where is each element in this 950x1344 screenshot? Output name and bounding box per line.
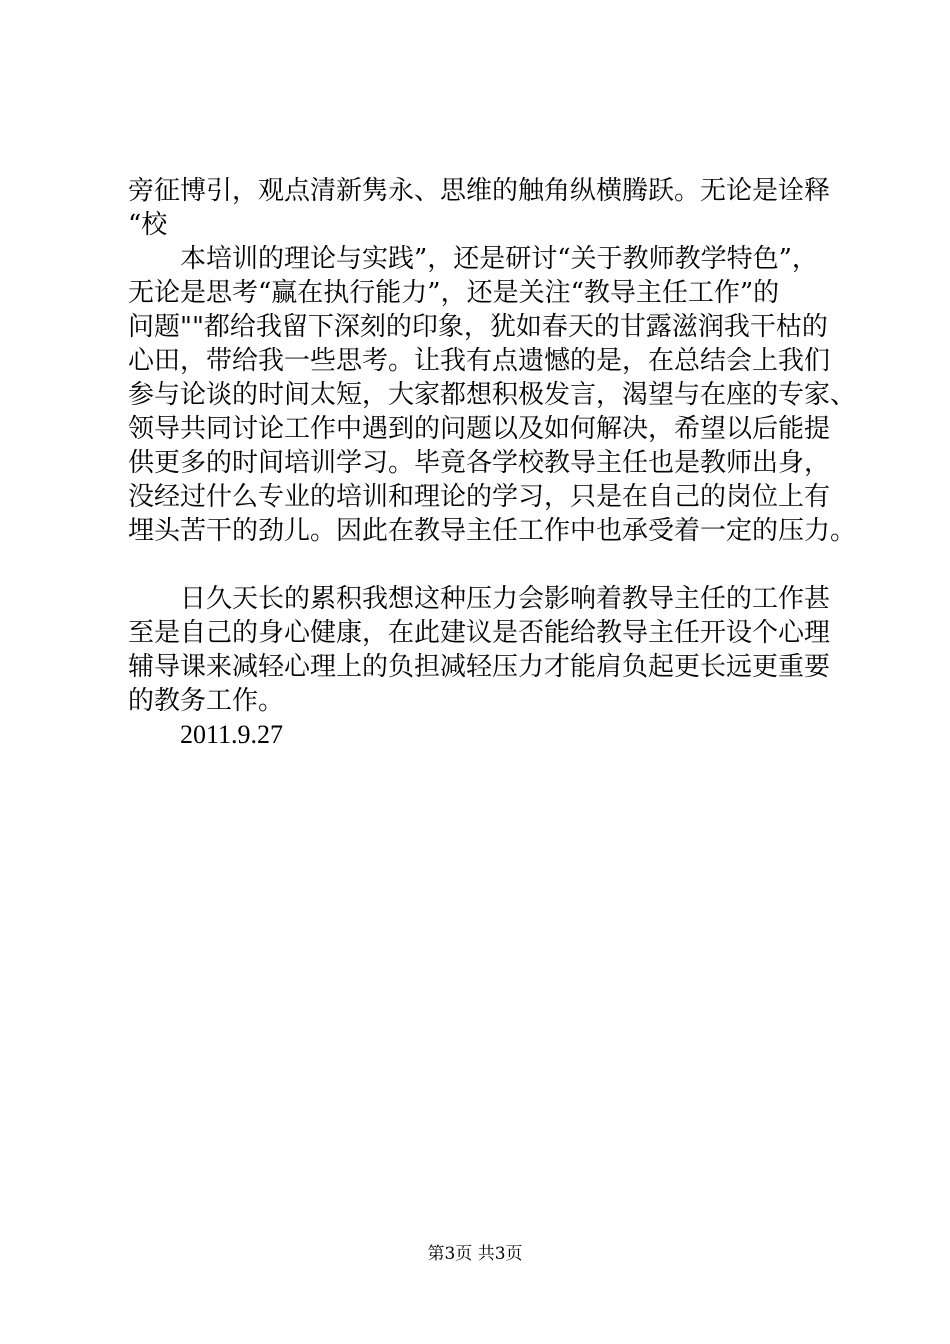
text-line: 至是自己的身心健康，在此建议是否能给教导主任开设个心理 — [128, 618, 831, 648]
text-line: 日久天长的累积我想这种压力会影响着教导主任的工作甚 — [180, 584, 831, 614]
text-line: 参与论谈的时间太短，大家都想积极发言，渴望与在座的专家、 — [128, 380, 857, 410]
text-line: 本培训的理论与实践”，还是研讨“关于教师教学特色”， — [180, 244, 818, 274]
text-line: 旁征博引，观点清新隽永、思维的触角纵横腾跃。无论是诠释 — [128, 176, 831, 206]
text-line: “校 — [128, 210, 168, 240]
paragraph-gap — [128, 548, 858, 582]
text-line: 供更多的时间培训学习。毕竟各学校教导主任也是教师出身， — [128, 448, 831, 478]
document-body — [128, 174, 858, 752]
text-line: 心田，带给我一些思考。让我有点遗憾的是，在总结会上我们 — [128, 346, 831, 376]
text-line: 无论是思考“赢在执行能力”，还是关注“教导主任工作”的 — [128, 278, 780, 308]
text-line: 没经过什么专业的培训和理论的学习，只是在自己的岗位上有 — [128, 482, 831, 512]
text-line: 埋头苦干的劲儿。因此在教导主任工作中也承受着一定的压力。 — [128, 516, 857, 546]
page-number-footer: 第3页 共3页 — [427, 1244, 523, 1264]
document-date: 2011.9.27 — [180, 720, 284, 749]
text-line: 的教务工作。 — [128, 686, 285, 716]
text-line: 问题""都给我留下深刻的印象，犹如春天的甘露滋润我干枯的 — [128, 312, 828, 342]
text-line: 辅导课来减轻心理上的负担减轻压力才能肩负起更长远更重要 — [128, 652, 831, 682]
text-line: 领导共同讨论工作中遇到的问题以及如何解决，希望以后能提 — [128, 414, 831, 444]
